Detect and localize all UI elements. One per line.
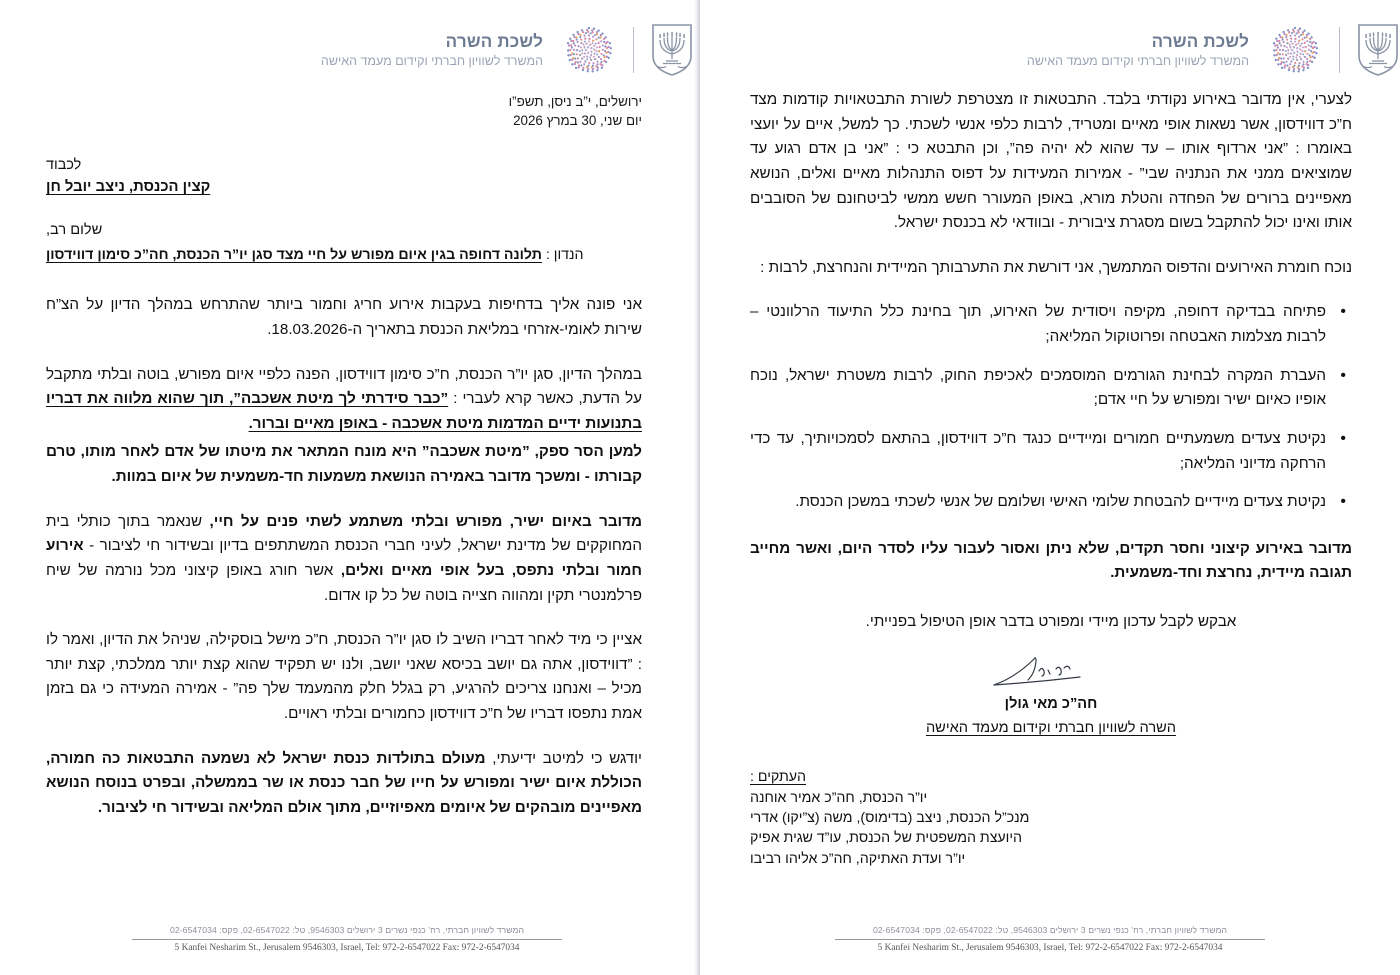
direct-threat-emphasis-c: אירוע חמור ובלתי נתפס, בעל אופי מאיים ואלים,: [46, 537, 642, 579]
paragraph-intro: אני פונה אליך בדחיפות בעקבות אירוע חריג וחמור ביותר שהתרחש במהלך הדיון על הצ”ח שירות לאומי-אזרחי במליאת הכנסת בתאריך ה-18.03.2026.: [46, 296, 642, 338]
term-explanation-text: למען הסר ספק, ”מיטת אשכבה” היא מונח המתאר את מיטתו של אדם לאחר מותו, טרם קבורתו - ומשכך מדובר באמירה הנושאת משמעות חד-משמעית של איום במוות.: [46, 443, 642, 486]
direct-threat-text-b: שנאמר בתוך כותלי בית המחוקקים של מדינת ישראל, לעיני חברי הכנסת המשתתפים בדיון ובשידור חי לציבור -: [46, 512, 642, 555]
list-item: היועצת המשפטית של הכנסת, עו”ד שגית אפיק: [750, 830, 1023, 847]
footer-address-english: 5 Kanfei Nesharim St., Jerusalem 9546303, Israel, Tel: 972-2-6547022 Fax: 972-2-6547034: [174, 943, 520, 953]
signer-name: חה”כ מאי גולן: [1004, 695, 1098, 712]
document-page-2: [700, 0, 1400, 975]
footer-divider: [132, 939, 562, 940]
subject-label: הנדון :: [545, 247, 584, 264]
footer-address-english: 5 Kanfei Nesharim St., Jerusalem 9546303, Israel, Tel: 972-2-6547022 Fax: 972-2-6547034: [877, 943, 1223, 953]
threat-lead-text: במהלך הדיון, סגן יו”ר הכנסת, ח”כ סימון דווידסון, הפנה כלפיי איום מפורש, בוטה ובלתי מתקבל על הדעת, כאשר קרא לעברי :: [46, 365, 642, 408]
paragraph-continuation: לצערי, אין מדובר באירוע נקודתי בלבד. התבטאות זו מצטרפת לשורת התבטאויות קודמות מצד ח”כ דווידסון, אשר נשאות אופי מאיים ומטריד, לרבות כלפי אנשי לשכתי. כך למשל, איים על יועצי באומרו : ”אני ארדוף אותו – עד שהוא לא יהיה פה”, וכן התבטא כי : ”אני בן אדם רגוע עד שמוציאים ממני את הנתניה שבי” - אמירות המעידות על דפוס התנהלות מאיים ואלים, הנושא מאפיינים ברורים של הפחדה והטלת מורא, באופן המעורר חשש ממשי לביטחונם של הסובבים אותו ואינו יכול להתקבל בשום מסגרת ציבורית - ובוודאי לא בכנסת ישראל.: [750, 91, 1352, 232]
page-footer-right: [0, 925, 694, 953]
direct-threat-emphasis-a: מדובר באיום ישיר, מפורש ובלתי משתמע לשתי פנים על חיי,: [209, 512, 642, 530]
addressee-block: [46, 155, 642, 199]
letterhead-divider: [633, 27, 634, 73]
addressee-label: לכבוד: [46, 156, 82, 173]
addressee-name: קצין הכנסת, ניצב יובל חן: [46, 179, 211, 196]
subject-text: תלונה דחופה בגין איום מפורש על חיי מצד סגן יו”ר הכנסת, חה”כ סימון דווידסון: [46, 247, 542, 264]
page-2-body: [700, 88, 1400, 869]
request-update-line: אבקש לקבל עדכון מיידי ומפורט בדבר אופן הטיפול בפנייתי.: [865, 613, 1237, 630]
list-item: מנכ”ל הכנסת, ניצב (בדימוס), משה (צ”יקו) אדרי: [750, 810, 1030, 827]
signature-block: [750, 651, 1352, 741]
date-hebrew: ירושלים, י”ב ניסן, תשפ”ו: [508, 94, 642, 109]
paragraph-threat-description: [46, 363, 642, 437]
list-item: • פתיחה בבדיקה דחופה, מקיפה ויסודית של האירוע, תוך בחינת כלל התיעוד הרלוונטי – לרבות מצלמות האבטחה ופרוטוקול המליאה;: [750, 300, 1326, 349]
page-1-body: [0, 92, 694, 821]
letterhead-text: [321, 32, 543, 67]
date-block: [382, 92, 642, 131]
letterhead-divider: [1339, 27, 1340, 73]
paragraph-direct-threat: [46, 510, 642, 609]
closing-emphasis-paragraph: מדובר באירוע קיצוני וחסר תקדים, שלא ניתן ואסור לעבור עליו לסדר היום, ואשר מחייב תגובה מיידית, נחרצת וחד-משמעית.: [750, 539, 1352, 582]
letterhead-subtitle: המשרד לשוויון חברתי וקידום מעמד האישה: [320, 53, 543, 68]
paragraph-unprecedented: [46, 747, 642, 821]
list-item: יו”ר ועדת האתיקה, חה”כ אליהו רביבו: [750, 850, 966, 867]
list-item: • העברת המקרה לבחינת הגורמים המוסמכים לאכיפת החוק, לרבות משטרת ישראל, נוכח אופיו כאיום ישיר ומפורש על חיי אדם;: [750, 364, 1326, 413]
letterhead-right: [0, 0, 694, 78]
paragraph-term-explanation: [46, 440, 642, 489]
greeting-line: שלום רב,: [46, 221, 103, 238]
letterhead-title: לשכת השרה: [1151, 32, 1249, 52]
list-item: יו”ר הכנסת, חה”כ אמיר אוחנה: [750, 790, 928, 807]
handwritten-signature-icon: [976, 651, 1126, 697]
letterhead-title: לשכת השרה: [445, 32, 543, 52]
demands-list: [750, 300, 1352, 514]
copies-block: [750, 767, 1352, 869]
israel-state-emblem-icon: [1356, 22, 1400, 78]
copies-title: העתקים :: [750, 768, 807, 785]
threat-quote-text: ”כבר סידרתי לך מיטת אשכבה”, תוך שהוא מלווה את דבריו בתנועות ידיים המדמות מיטת אשכבה - באופן מאיים וברור.: [46, 390, 642, 432]
letterhead-subtitle: המשרד לשוויון חברתי וקידום מעמד האישה: [1026, 53, 1249, 68]
paragraph-chairman-response: אציין כי מיד לאחר דבריו השיב לו סגן יו”ר הכנסת, ח”כ מישל בוסקילה, שניהל את הדיון, ואמר לו : ”דווידסון, אתה גם יושב בכיסא שאני יושב, ולנו יש תפקיד שהוא קצת יותר ממלכתי, קצת יותר מכיל – ואנחנו צריכים להרגיע, רק בגלל חלק מהמעמד שלך פה” - אמירה המעידה כי גם בזמן אמת נתפסו דבריו של ח”כ דווידסון כחמורים ובלתי ראויים.: [46, 631, 642, 723]
ministry-spiral-logo-icon: [561, 22, 617, 78]
document-page-1: [0, 0, 694, 975]
footer-address-hebrew: המשרד לשוויון חברתי, רח' כנפי נשרים 3 ירושלים 9546303, טל: 02-6547022, פקס: 02-6547034: [169, 925, 525, 935]
direct-threat-text-d: אשר חורג באופן קיצוני מכל נורמה של שיח פרלמנטרי תקין ומהווה חצייה בוטה של כל קו אדום.: [46, 561, 642, 604]
list-item: • נקיטת צעדים מיידיים להבטחת שלומי האישי ושלומם של אנשי לשכתי במשכן הכנסת.: [750, 490, 1326, 515]
letterhead-left: [700, 0, 1400, 78]
footer-divider: [835, 939, 1265, 940]
ministry-spiral-logo-icon: [1267, 22, 1323, 78]
letterhead-text: [1027, 32, 1249, 67]
subject-line: [46, 244, 642, 267]
signer-role: השרה לשוויון חברתי וקידום מעמד האישה: [925, 720, 1177, 737]
unprecedented-emphasis-text: מעולם בתולדות כנסת ישראל לא נשמעה התבטאות כה חמורה, הכוללת איום ישיר ומפורש על חייו של חבר כנסת או שר בממשלה, ובפרט בנוסח הנושא מאפיינים מובהקים של איומים מאפיוזיים, מתוך אולם המליאה ובשידור חי לציבור.: [46, 749, 642, 816]
footer-address-hebrew: המשרד לשוויון חברתי, רח' כנפי נשרים 3 ירושלים 9546303, טל: 02-6547022, פקס: 02-6547034: [872, 925, 1228, 935]
page-footer-left: [700, 925, 1400, 953]
copies-list: [750, 788, 1352, 869]
israel-state-emblem-icon: [650, 22, 694, 78]
paragraph-demands-intro: נוכח חומרת האירועים והדפוס המתמשך, אני דורשת את התערבותך המיידית והנחרצת, לרבות :: [760, 258, 1352, 276]
date-gregorian: יום שני, 30 במרץ 2026: [513, 113, 642, 129]
unprecedented-lead-text: יודגש כי למיטב ידיעתי,: [485, 749, 642, 767]
list-item: • נקיטת צעדים משמעתיים חמורים ומיידיים כנגד ח”כ דווידסון, בהתאם לסמכויותיך, עד כדי הרחקה מדיוני המליאה;: [750, 427, 1326, 476]
